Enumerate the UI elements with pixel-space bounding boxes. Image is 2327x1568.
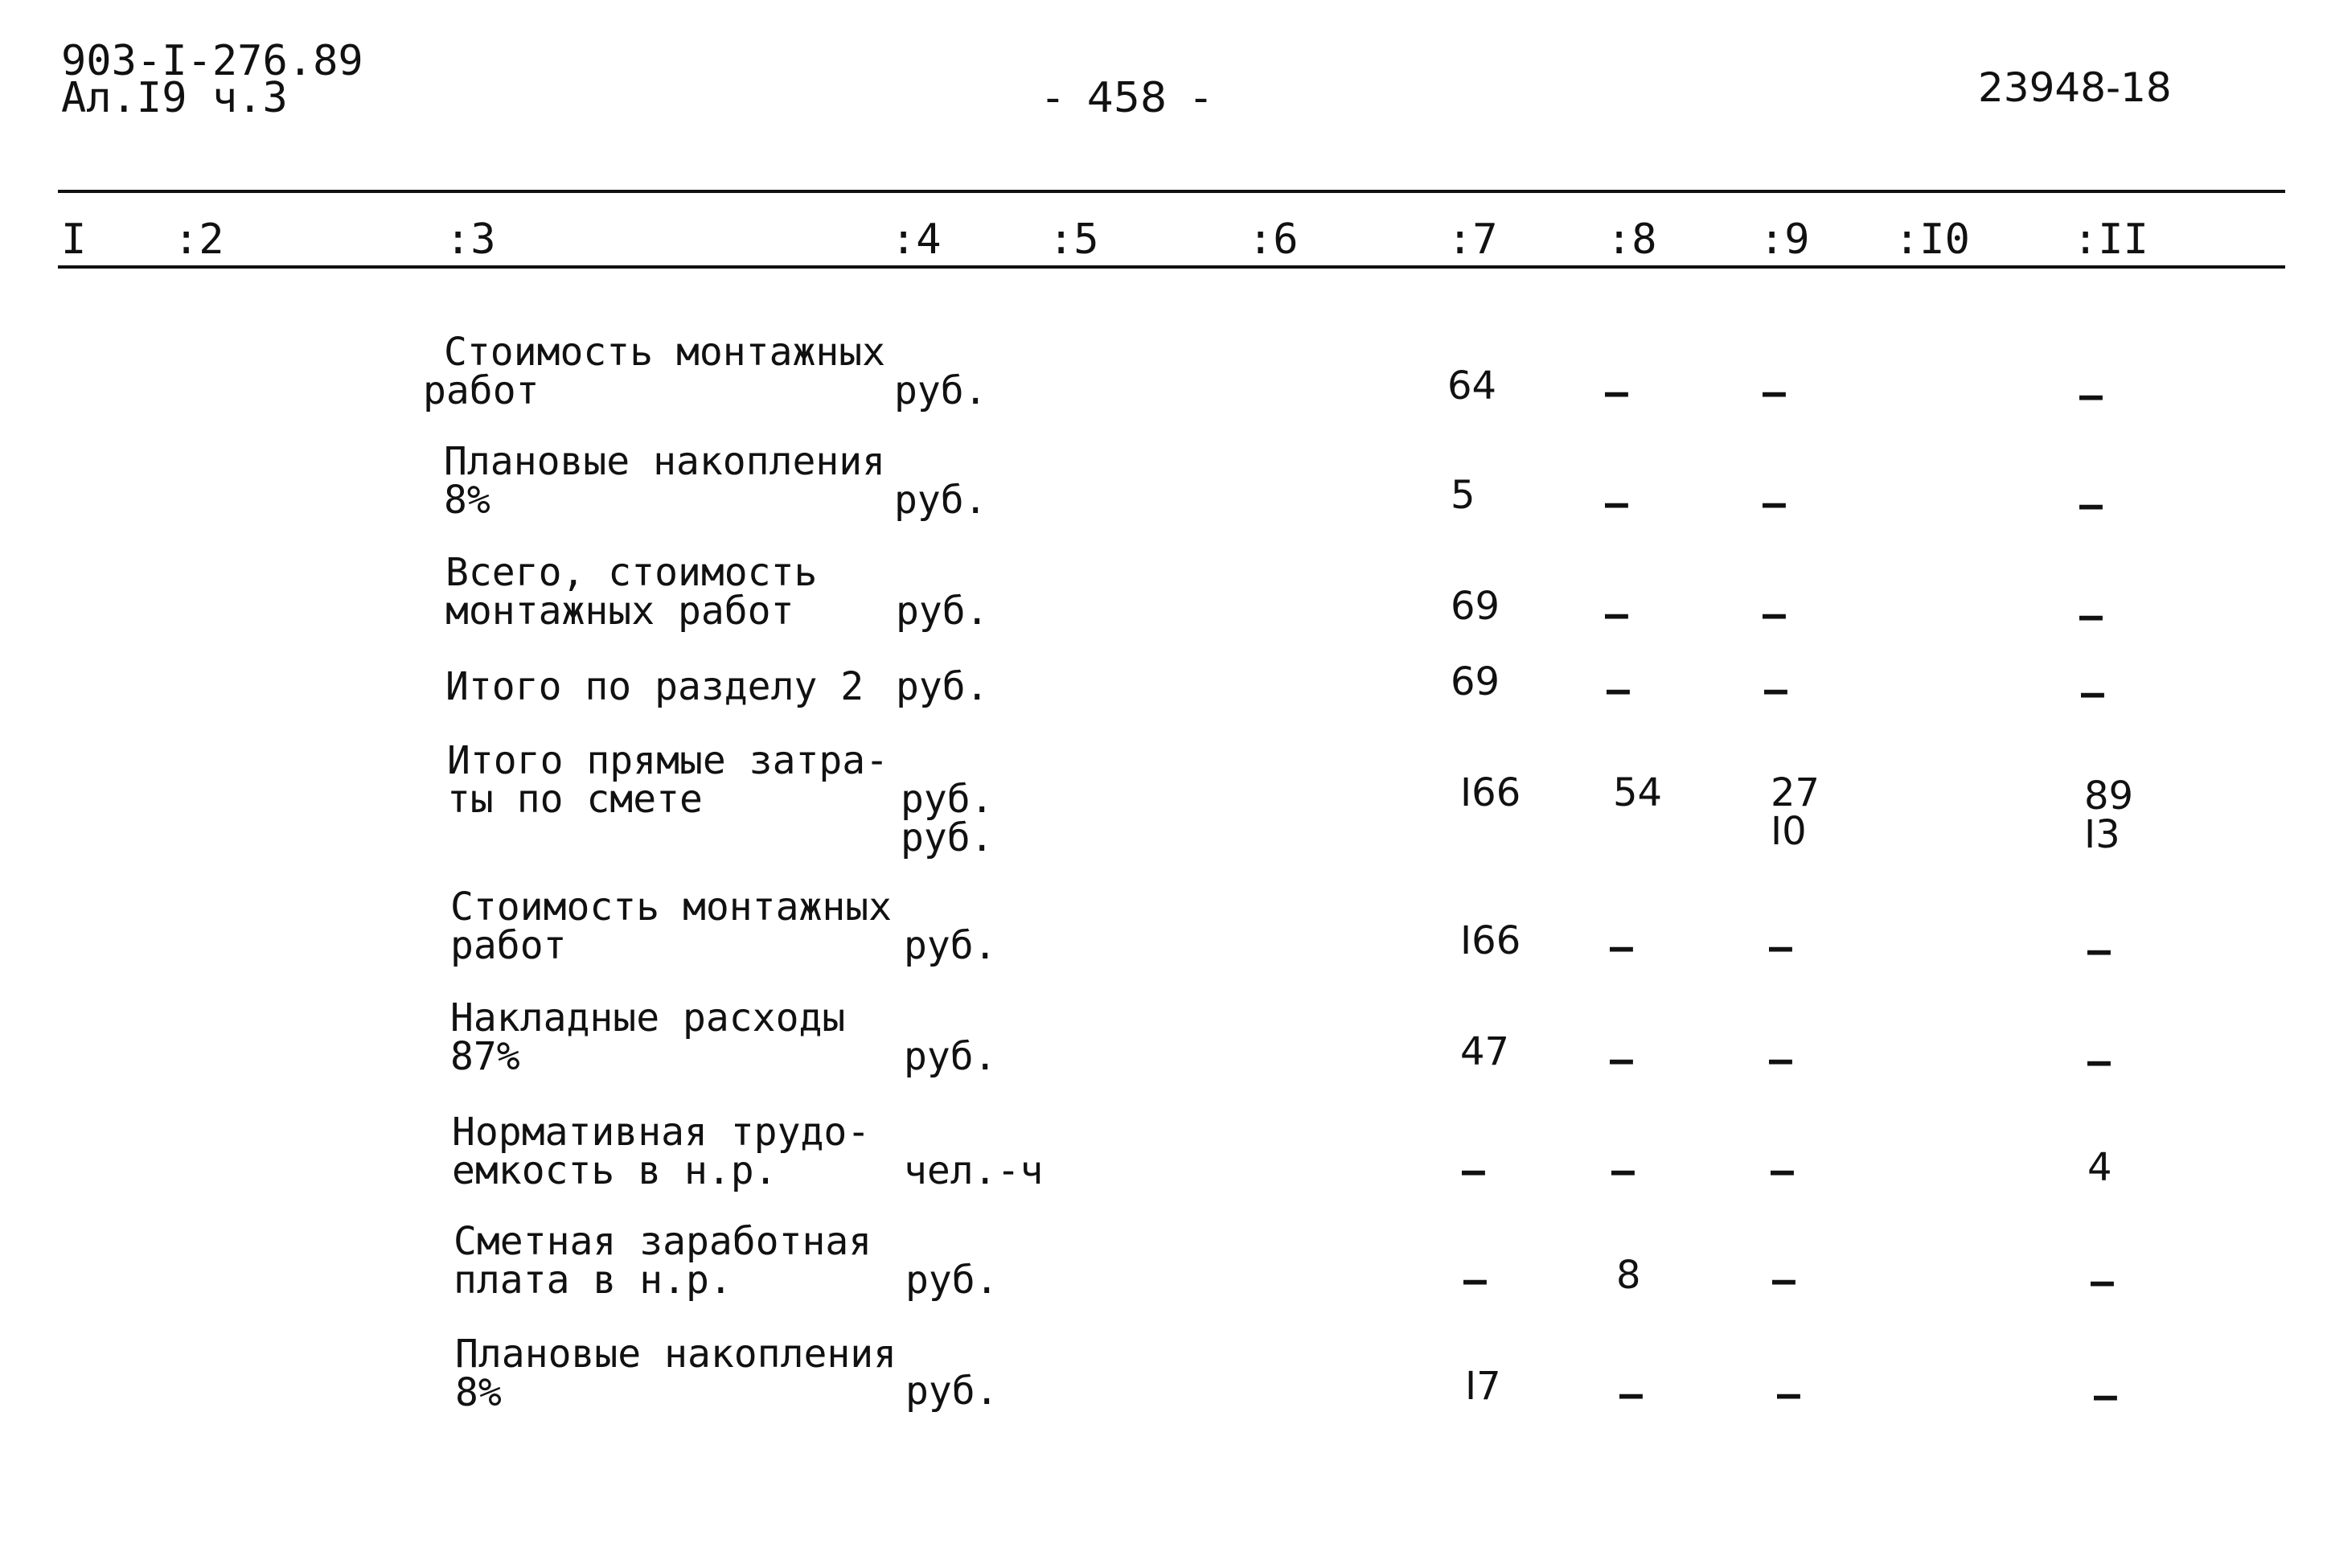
column-header: :3 [445,215,496,264]
row-value-col11: – [2081,671,2104,716]
row-description-line: 8% [455,1370,502,1415]
row-value-col7: 64 [1447,363,1497,408]
row-unit: руб. [905,1258,999,1303]
sheet-label: Ал.I9 ч.3 [61,74,288,122]
row-description-line: Сметная заработная [453,1219,872,1264]
row-value-col11: – [2079,373,2103,418]
row-description-line: 87% [450,1034,520,1079]
column-header: :6 [1248,215,1299,264]
row-value-col8: – [1605,481,1628,526]
row-value-col8: 8 [1616,1253,1641,1298]
row-description-line: Итого по разделу 2 [445,664,864,709]
row-value-col7: – [1462,1148,1485,1193]
row-unit: руб. [896,589,989,634]
row-description-line: емкость в н.р. [452,1148,778,1193]
column-header: :8 [1607,215,1657,264]
row-value-col11: – [2087,928,2111,973]
row-value-col11: – [2079,482,2103,527]
row-description-line: Накладные расходы [450,995,846,1041]
row-unit: чел.-ч [904,1148,1044,1193]
column-header: :2 [174,215,224,264]
column-header: :7 [1447,215,1498,264]
row-value-col8: – [1610,925,1633,970]
row-value-col7: 5 [1451,473,1475,518]
row-value-col8: – [1605,592,1628,637]
row-description-line: 8% [444,478,490,523]
row-value-col7: 47 [1460,1029,1510,1074]
row-value-col8: – [1605,370,1628,415]
row-description-line: Нормативная трудо- [452,1110,871,1155]
row-value-col8: – [1610,1037,1633,1082]
column-header: :II [2073,215,2148,264]
page-number: - 458 - [1045,74,1209,122]
row-unit: руб. [904,923,997,968]
row-description-line: работ [423,368,540,413]
row-value-col9: – [1772,1258,1796,1303]
row-value-col7: – [1463,1258,1487,1303]
row-value-col7: 69 [1451,584,1500,629]
column-header: :9 [1759,215,1810,264]
archive-stamp: 23948-18 [1978,64,2172,111]
row-value-col11: – [2094,1373,2117,1418]
row-value-col8: 54 [1613,770,1663,815]
row-unit: руб. [896,664,989,709]
row-value-col8: – [1611,1148,1635,1193]
column-header: :5 [1049,215,1099,264]
column-header: I [61,215,87,264]
row-description-line: Стоимость монтажных [444,330,886,375]
row-description-line: плата в н.р. [453,1258,733,1303]
row-description-line: Плановые накопления [444,439,886,484]
row-value-col11: 4 [2087,1145,2112,1190]
table-header-rule [58,265,2285,269]
column-header: :I0 [1894,215,1970,264]
row-description-line: ты по смете [447,777,703,822]
row-value-col9: – [1764,667,1787,712]
row-description-line: монтажных работ [445,589,794,634]
row-description-line: Всего, стоимость [445,550,818,595]
row-value-col9: – [1763,481,1786,526]
row-value-col8: – [1619,1372,1643,1417]
row-value-col9: – [1769,1037,1792,1082]
row-value-col9: – [1763,592,1786,637]
row-value-col7: I66 [1460,770,1521,815]
row-value-col9: – [1771,1148,1794,1193]
row-unit: руб. [894,478,987,523]
row-value-col11: 89 I3 [2084,774,2134,857]
row-unit: руб. [894,368,987,413]
row-unit: руб. [905,1369,999,1414]
row-value-col9: 27 I0 [1771,770,1820,854]
row-description-line: работ [450,923,567,968]
row-description-line: Плановые накопления [455,1332,897,1377]
column-header: :4 [891,215,942,264]
document-code: 903-I-276.89 [61,37,363,85]
row-unit: руб. руб. [901,777,994,860]
row-value-col9: – [1763,370,1786,415]
row-value-col7: I66 [1460,918,1521,963]
row-value-col8: – [1607,667,1630,712]
row-description-line: Итого прямые затра- [447,738,889,783]
table-top-rule [58,190,2285,193]
row-unit: руб. [904,1034,997,1079]
row-value-col7: 69 [1451,659,1500,704]
row-value-col11: – [2087,1039,2111,1084]
row-value-col9: – [1777,1372,1800,1417]
row-value-col11: – [2079,593,2103,638]
row-value-col7: I7 [1465,1364,1501,1409]
row-value-col11: – [2091,1259,2114,1304]
row-description-line: Стоимость монтажных [450,885,893,930]
row-value-col9: – [1769,925,1792,970]
